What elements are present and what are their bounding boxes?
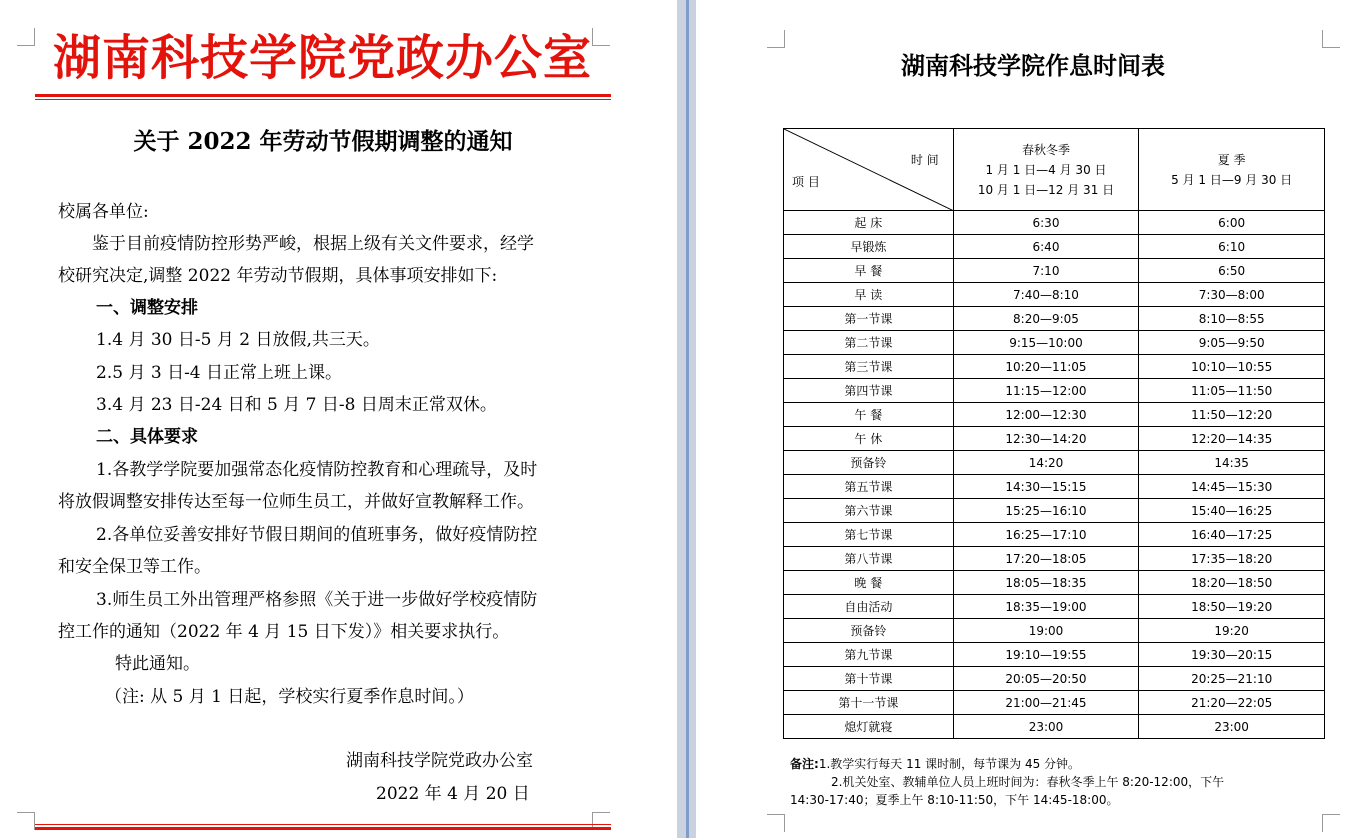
section-heading-2: 二、具体要求 [96, 427, 198, 447]
header-time-label: 时 间 [910, 153, 939, 167]
summer-time-cell: 14:45—15:30 [1139, 475, 1325, 499]
summer-time-cell: 7:30—8:00 [1139, 283, 1325, 307]
diagonal-line [784, 129, 954, 211]
header-spring-autumn-winter [953, 129, 1139, 211]
requirement-1-line-2: 将放假调整安排传达至每一位师生员工，并做好宣教解释工作。 [58, 492, 534, 512]
schedule-row [784, 403, 1325, 427]
footnote-2-line-2: 14:30-17:40；夏季上午 8:10-11:50，下午 14:45-18:00。 [790, 793, 1119, 807]
schedule-item-cell: 预备铃 [784, 619, 954, 643]
closing-text: 特此通知。 [115, 654, 200, 674]
footer-rule-thin [35, 824, 611, 825]
schedule-item-cell: 早锻炼 [784, 235, 954, 259]
schedule-row [784, 475, 1325, 499]
letterhead-rule-thin [35, 99, 611, 100]
requirement-3-line-1: 3.师生员工外出管理严格参照《关于进一步做好学校疫情防 [96, 590, 538, 610]
summer-time-cell: 6:00 [1139, 211, 1325, 235]
schedule-title: 湖南科技学院作息时间表 [901, 51, 1165, 80]
schedule-item-cell: 第三节课 [784, 355, 954, 379]
schedule-row [784, 235, 1325, 259]
schedule-row [784, 523, 1325, 547]
summer-time-cell: 19:20 [1139, 619, 1325, 643]
season1-name: 春秋冬季 [1021, 142, 1070, 157]
schedule-row [784, 715, 1325, 739]
spring-autumn-winter-time-cell: 12:00—12:30 [953, 403, 1139, 427]
schedule-row [784, 499, 1325, 523]
summer-time-cell: 16:40—17:25 [1139, 523, 1325, 547]
crop-mark-bottom-left [17, 812, 35, 830]
schedule-item-cell: 第八节课 [784, 547, 954, 571]
section-heading-1: 一、调整安排 [96, 298, 198, 318]
schedule-item-cell: 第九节课 [784, 643, 954, 667]
schedule-item-cell: 第六节课 [784, 499, 954, 523]
spring-autumn-winter-time-cell: 6:30 [953, 211, 1139, 235]
signature-date: 2022 年 4 月 20 日 [376, 784, 530, 804]
summer-time-cell: 11:05—11:50 [1139, 379, 1325, 403]
spring-autumn-winter-time-cell: 9:15—10:00 [953, 331, 1139, 355]
letterhead: 湖南科技学院党政办公室 [52, 30, 592, 86]
spring-autumn-winter-time-cell: 14:20 [953, 451, 1139, 475]
schedule-row [784, 259, 1325, 283]
schedule-item-cell: 第二节课 [784, 331, 954, 355]
summer-time-cell: 15:40—16:25 [1139, 499, 1325, 523]
spring-autumn-winter-time-cell: 21:00—21:45 [953, 691, 1139, 715]
schedule-row [784, 451, 1325, 475]
schedule-item-cell: 熄灯就寝 [784, 715, 954, 739]
schedule-item-cell: 午 餐 [784, 403, 954, 427]
page-gutter-line [686, 0, 689, 838]
header-item-label: 项 目 [792, 175, 820, 189]
schedule-item-cell: 早 读 [784, 283, 954, 307]
arrangement-item-1: 1.4 月 30 日-5 月 2 日放假,共三天。 [96, 330, 380, 350]
summer-time-cell: 20:25—21:10 [1139, 667, 1325, 691]
summer-time-cell: 10:10—10:55 [1139, 355, 1325, 379]
footnote-2-line-1: 2.机关处室、教辅单位人员上班时间为：春秋冬季上午 8:20-12:00，下午 [831, 775, 1225, 789]
signature-organization: 湖南科技学院党政办公室 [346, 751, 533, 771]
season2-name: 夏 季 [1217, 152, 1246, 167]
diagonal-header-cell [784, 129, 954, 211]
spring-autumn-winter-time-cell: 18:35—19:00 [953, 595, 1139, 619]
spring-autumn-winter-time-cell: 15:25—16:10 [953, 499, 1139, 523]
schedule-item-cell: 午 休 [784, 427, 954, 451]
schedule-item-cell: 第五节课 [784, 475, 954, 499]
schedule-header-row [784, 129, 1325, 211]
spring-autumn-winter-time-cell: 23:00 [953, 715, 1139, 739]
crop-mark-bottom-left-right-page [767, 814, 785, 832]
spring-autumn-winter-time-cell: 14:30—15:15 [953, 475, 1139, 499]
spring-autumn-winter-time-cell: 16:25—17:10 [953, 523, 1139, 547]
summer-time-cell: 6:10 [1139, 235, 1325, 259]
schedule-row [784, 307, 1325, 331]
summer-time-cell: 18:50—19:20 [1139, 595, 1325, 619]
crop-mark-top-left [17, 28, 35, 46]
spring-autumn-winter-time-cell: 18:05—18:35 [953, 571, 1139, 595]
salutation: 校属各单位: [58, 202, 149, 222]
spring-autumn-winter-time-cell: 10:20—11:05 [953, 355, 1139, 379]
notice-title: 关于 2022 年劳动节假期调整的通知 [133, 128, 513, 155]
crop-mark-bottom-right-right-page [1322, 814, 1340, 832]
header-summer [1139, 129, 1325, 211]
footer-rule-thick [35, 827, 611, 830]
arrangement-item-2: 2.5 月 3 日-4 日正常上班上课。 [96, 363, 343, 383]
schedule-item-cell: 晚 餐 [784, 571, 954, 595]
crop-mark-top-left-right-page [767, 30, 785, 48]
letterhead-rule-thick [35, 94, 611, 97]
summer-time-cell: 6:50 [1139, 259, 1325, 283]
schedule-item-cell: 预备铃 [784, 451, 954, 475]
summer-time-cell: 23:00 [1139, 715, 1325, 739]
schedule-item-cell: 第一节课 [784, 307, 954, 331]
spring-autumn-winter-time-cell: 7:40—8:10 [953, 283, 1139, 307]
spring-autumn-winter-time-cell: 17:20—18:05 [953, 547, 1139, 571]
spring-autumn-winter-time-cell: 20:05—20:50 [953, 667, 1139, 691]
schedule-row [784, 643, 1325, 667]
spring-autumn-winter-time-cell: 8:20—9:05 [953, 307, 1139, 331]
summer-time-cell: 18:20—18:50 [1139, 571, 1325, 595]
schedule-row [784, 379, 1325, 403]
schedule-row [784, 355, 1325, 379]
schedule-row [784, 331, 1325, 355]
summer-time-cell: 19:30—20:15 [1139, 643, 1325, 667]
schedule-row [784, 595, 1325, 619]
schedule-row [784, 211, 1325, 235]
schedule-row [784, 427, 1325, 451]
spring-autumn-winter-time-cell: 6:40 [953, 235, 1139, 259]
summer-time-cell: 14:35 [1139, 451, 1325, 475]
spring-autumn-winter-time-cell: 11:15—12:00 [953, 379, 1139, 403]
schedule-item-cell: 第四节课 [784, 379, 954, 403]
schedule-item-cell: 早 餐 [784, 259, 954, 283]
schedule-item-cell: 自由活动 [784, 595, 954, 619]
arrangement-item-3: 3.4 月 23 日-24 日和 5 月 7 日-8 日周末正常双休。 [96, 395, 497, 415]
summer-time-cell: 12:20—14:35 [1139, 427, 1325, 451]
intro-line-1: 鉴于目前疫情防控形势严峻，根据上级有关文件要求，经学 [92, 234, 534, 254]
schedule-row [784, 691, 1325, 715]
footnote-label: 备注: [790, 757, 819, 771]
spring-autumn-winter-time-cell: 19:10—19:55 [953, 643, 1139, 667]
crop-mark-top-right-right-page [1322, 30, 1340, 48]
intro-line-2: 校研究决定,调整 2022 年劳动节假期，具体事项安排如下: [58, 266, 498, 286]
spring-autumn-winter-time-cell: 7:10 [953, 259, 1139, 283]
season1-range-2: 10 月 1 日—12 月 31 日 [977, 182, 1115, 197]
schedule-row [784, 283, 1325, 307]
schedule-item-cell: 第十节课 [784, 667, 954, 691]
summer-schedule-note: （注: 从 5 月 1 日起，学校实行夏季作息时间。） [105, 687, 474, 707]
summer-time-cell: 11:50—12:20 [1139, 403, 1325, 427]
summer-time-cell: 8:10—8:55 [1139, 307, 1325, 331]
spring-autumn-winter-time-cell: 12:30—14:20 [953, 427, 1139, 451]
spring-autumn-winter-time-cell: 19:00 [953, 619, 1139, 643]
requirement-1-line-1: 1.各教学学院要加强常态化疫情防控教育和心理疏导，及时 [96, 460, 538, 480]
summer-time-cell: 17:35—18:20 [1139, 547, 1325, 571]
schedule-row [784, 571, 1325, 595]
schedule-row [784, 547, 1325, 571]
footnote-1 [790, 755, 1080, 773]
schedule-row [784, 619, 1325, 643]
schedule-item-cell: 第十一节课 [784, 691, 954, 715]
requirement-2-line-2: 和安全保卫等工作。 [58, 557, 211, 577]
summer-time-cell: 21:20—22:05 [1139, 691, 1325, 715]
footnote-1-text: 1.教学实行每天 11 课时制，每节课为 45 分钟。 [818, 757, 1081, 771]
schedule-table [783, 128, 1325, 739]
season1-range-1: 1 月 1 日—4 月 30 日 [985, 162, 1107, 177]
season2-range: 5 月 1 日—9 月 30 日 [1171, 172, 1293, 187]
requirement-3-line-2: 控工作的通知（2022 年 4 月 15 日下发）》相关要求执行。 [58, 622, 510, 642]
schedule-item-cell: 第七节课 [784, 523, 954, 547]
schedule-row [784, 667, 1325, 691]
summer-time-cell: 9:05—9:50 [1139, 331, 1325, 355]
requirement-2-line-1: 2.各单位妥善安排好节假日期间的值班事务，做好疫情防控 [96, 525, 538, 545]
schedule-item-cell: 起 床 [784, 211, 954, 235]
